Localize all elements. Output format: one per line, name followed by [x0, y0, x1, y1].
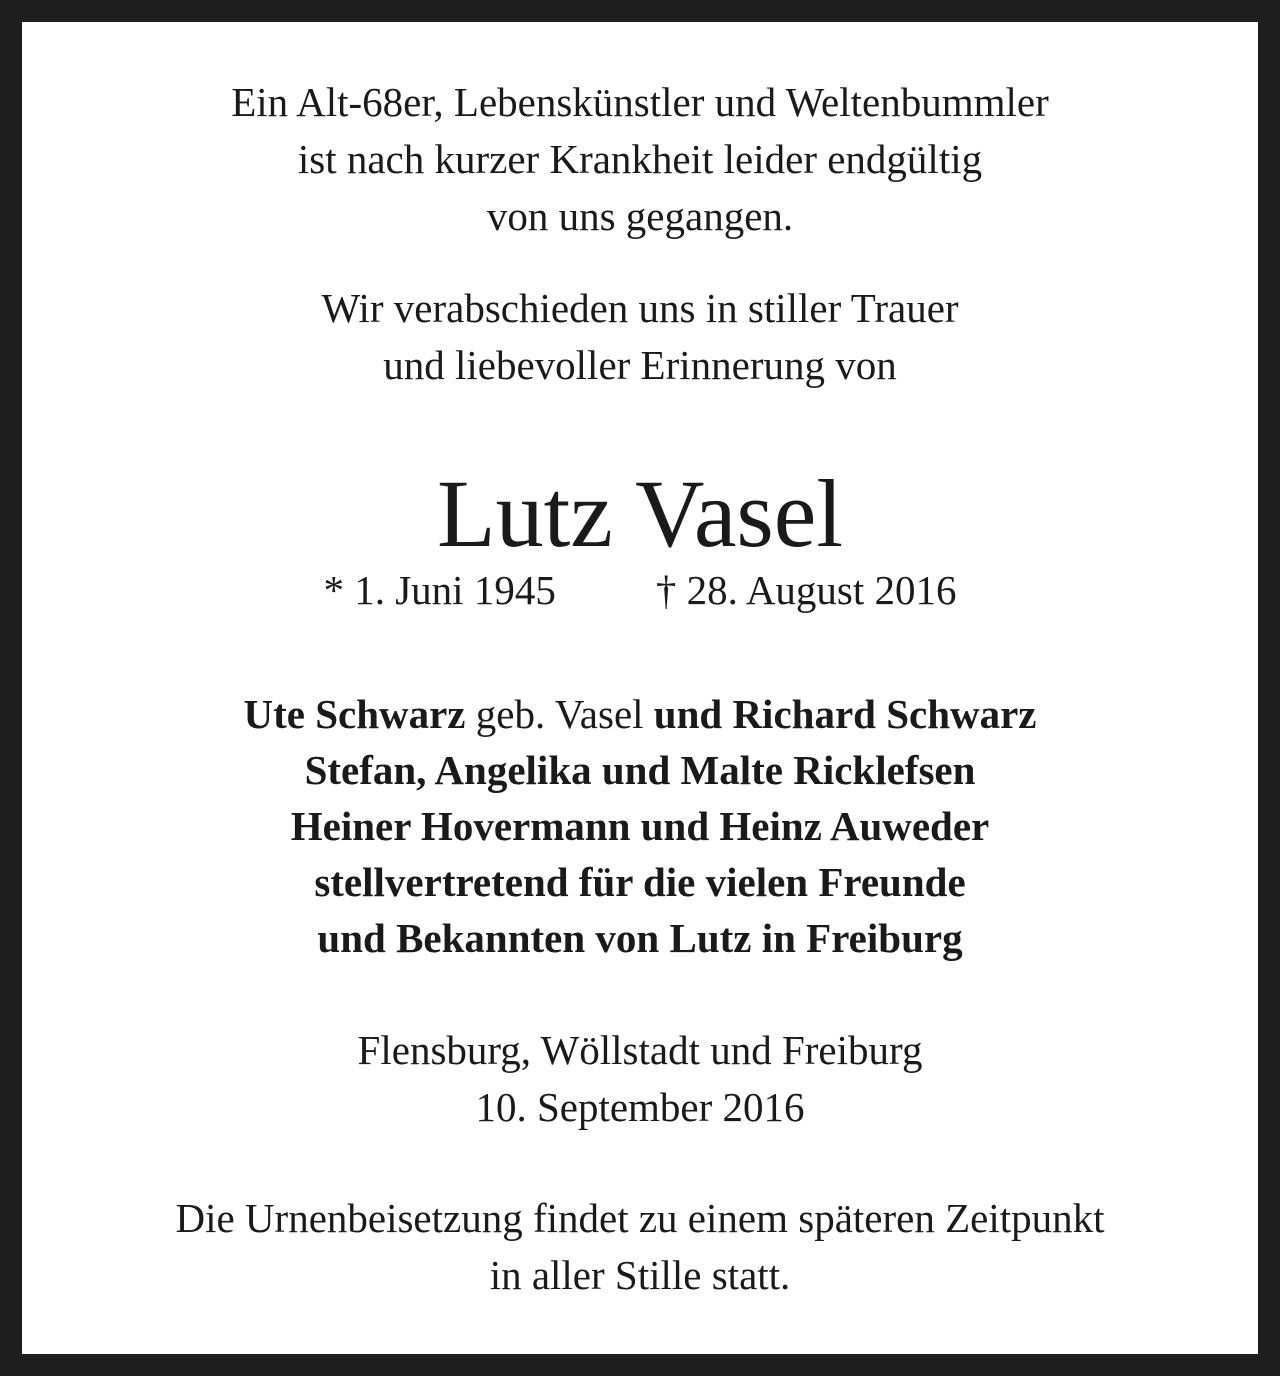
intro-paragraph [22, 74, 1258, 245]
date-text: 10. September 2016 [475, 1084, 805, 1130]
family-line: stellvertretend für die vielen Freunde [314, 859, 966, 905]
note-line: in aller Stille statt. [489, 1252, 791, 1298]
place-date-block [22, 1022, 1258, 1136]
birth-date: * 1. Juni 1945 [323, 567, 556, 613]
intro-line: Ein Alt-68er, Lebenskünstler und Weltenbummler [231, 79, 1049, 125]
family-line: und Bekannten von Lutz in Freiburg [317, 915, 963, 961]
burial-note [22, 1190, 1258, 1304]
family-line: Heiner Hovermann und Heinz Auweder [290, 803, 990, 849]
family-signatures [22, 686, 1258, 966]
deceased-name: Lutz Vasel [436, 460, 844, 567]
family-name-ute: Ute Schwarz [243, 691, 466, 737]
family-line: Stefan, Angelika und Malte Ricklefsen [304, 747, 976, 793]
farewell-paragraph [22, 280, 1258, 394]
life-dates [22, 562, 1258, 619]
intro-line: ist nach kurzer Krankheit leider endgültig [297, 136, 983, 182]
obituary-content [22, 22, 1258, 1354]
note-line: Die Urnenbeisetzung findet zu einem späteren Zeitpunkt [175, 1195, 1105, 1241]
farewell-line: Wir verabschieden uns in stiller Trauer [321, 285, 959, 331]
family-name-richard: und Richard Schwarz [653, 691, 1037, 737]
place-text: Flensburg, Wöllstadt und Freiburg [357, 1027, 923, 1073]
family-line [22, 686, 1258, 742]
death-date: † 28. August 2016 [655, 567, 957, 613]
farewell-line: und liebevoller Erinnerung von [383, 342, 897, 388]
intro-line: von uns gegangen. [486, 193, 794, 239]
maiden-name-note: geb. Vasel [465, 691, 654, 737]
